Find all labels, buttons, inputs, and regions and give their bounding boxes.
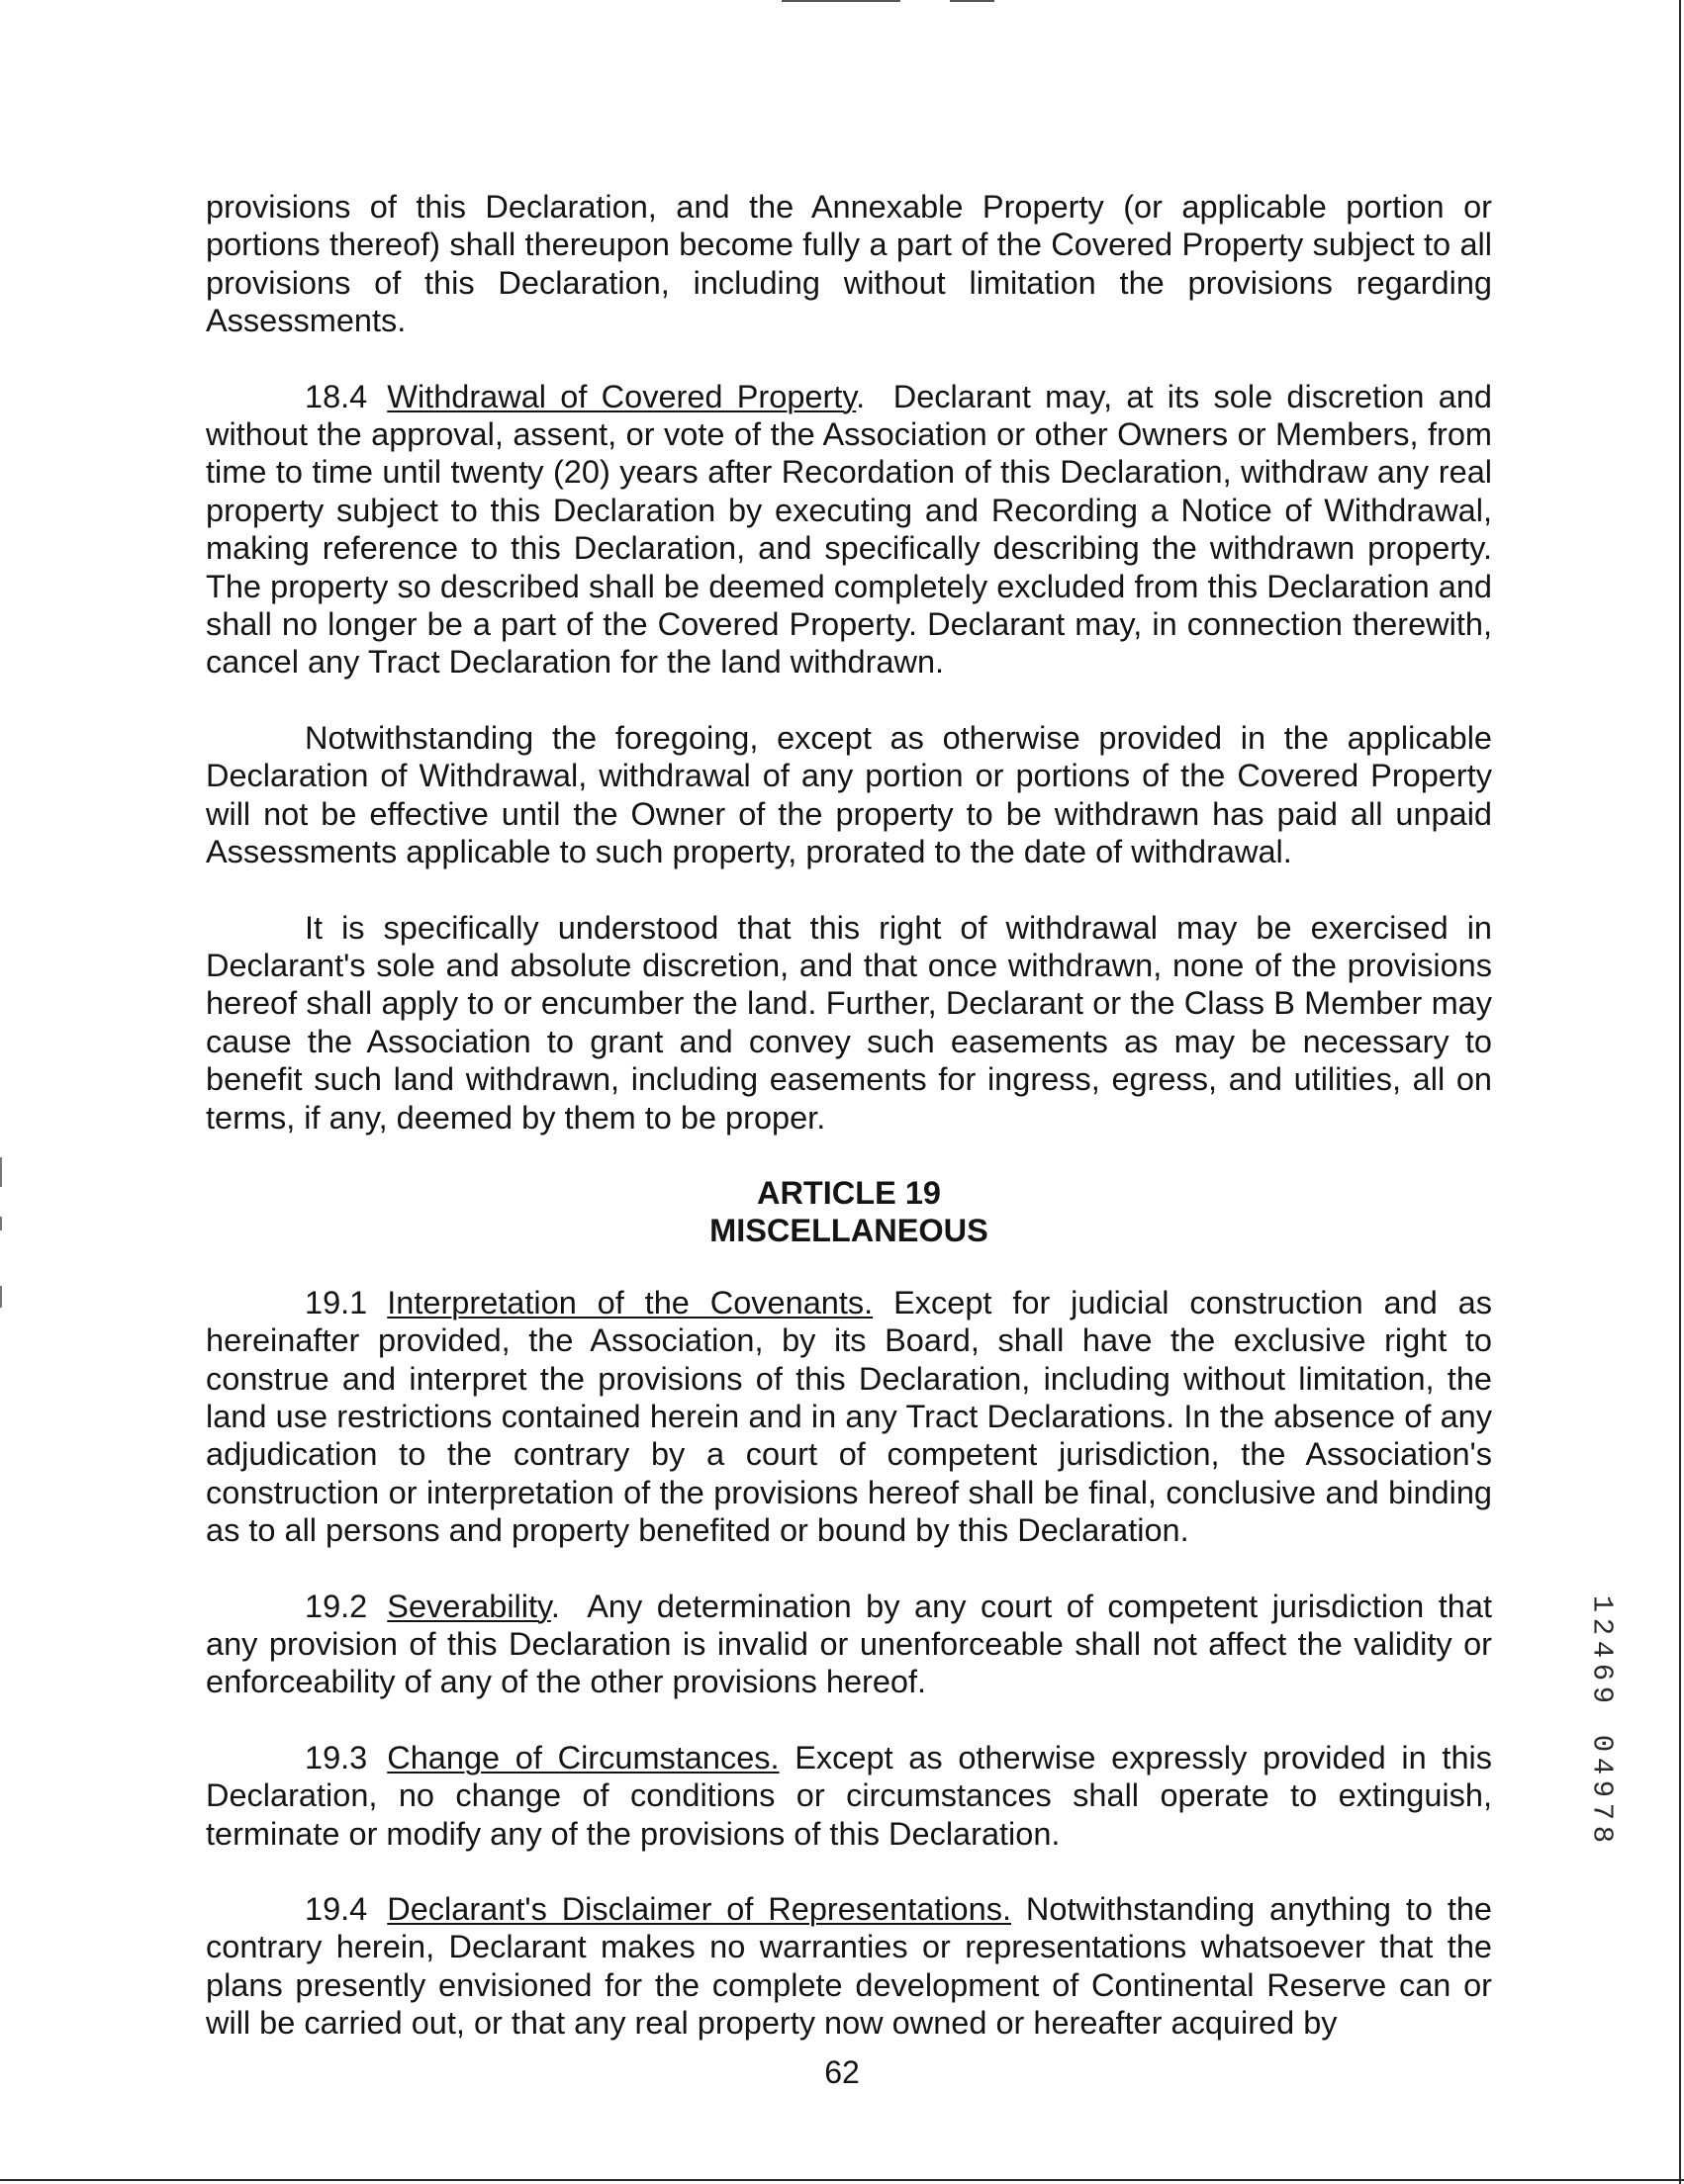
heading-punctuation: .	[550, 1588, 560, 1624]
section-heading: Interpretation of the Covenants.	[387, 1284, 874, 1320]
article-title: MISCELLANEOUS	[709, 1213, 988, 1249]
section-body: Except as otherwise expressly provided in this Declaration, no change of conditions or circumstances shall operate to extinguish, terminate or modify any of the provisions of this Declaration.	[206, 1739, 1492, 1852]
stamp-digit: 6	[1585, 1663, 1619, 1682]
heading-punctuation: .	[856, 378, 866, 414]
section-19-3	[206, 1739, 1492, 1853]
section-heading: Change of Circumstances.	[387, 1739, 780, 1775]
section-body: Any determination by any court of competent jurisdiction that any provision of this Declaration is invalid or unenforceable shall not affect the validity or enforceability of any of the other provisions hereof.	[206, 1588, 1492, 1700]
scan-mark-top	[782, 0, 900, 2]
section-number: 19.4	[305, 1891, 368, 1928]
section-number: 19.3	[305, 1739, 368, 1775]
paragraph-notwithstanding: Notwithstanding the foregoing, except as otherwise provided in the applicable Declaration of Withdrawal, withdrawal of any portion or portions of the Covered Property will not be effective until the Owner of the property to be withdrawn has paid all unpaid Assessments applicable to such property, prorated to the date of withdrawal.	[206, 719, 1492, 870]
section-number: 19.2	[305, 1588, 368, 1624]
paragraph-continuation: provisions of this Declaration, and the Annexable Property (or applicable portion or portions thereof) shall thereupon become fully a part of the Covered Property subject to all provisions of this Declaration, including without limitation the provisions regarding Assessments.	[206, 189, 1492, 339]
scan-edge-right	[1679, 0, 1681, 2184]
page-number: 62	[824, 2054, 860, 2090]
scan-mark-left	[0, 1157, 2, 1187]
section-number: 19.1	[305, 1284, 368, 1320]
article-number: ARTICLE 19	[756, 1174, 941, 1211]
scan-mark-left	[0, 1217, 2, 1230]
section-body: Declarant may, at its sole discretion and without the approval, assent, or vote of the Association or other Owners or Members, from time to time until twenty (20) years after Recordation of this Declaration, withdraw any real property subject to this Declaration by executing and Recording a Notice of Withdrawal, making reference to this Declaration, and specifically describing the withdrawn property. The property so described shall be deemed completely excluded from this Declaration and shall no longer be a part of the Covered Property. Declarant may, in connection therewith, cancel any Tract Declaration for the land withdrawn.	[206, 378, 1493, 681]
stamp-digit: 2	[1585, 1617, 1619, 1636]
section-body: Notwithstanding anything to the contrary herein, Declarant makes no warranties or representations whatsoever that the plans presently envisioned for the complete development of Continental Reserve can or will be carried out, or that any real property now owned or hereafter acquired by	[206, 1891, 1493, 2042]
section-heading: Withdrawal of Covered Property	[387, 378, 857, 414]
scan-mark-top	[950, 0, 994, 2]
recording-stamp	[1587, 1592, 1617, 1846]
section-18-4	[206, 378, 1492, 682]
section-19-4	[206, 1890, 1492, 2043]
stamp-digit: 4	[1585, 1757, 1619, 1775]
section-number: 18.4	[305, 378, 368, 414]
scan-mark-left	[0, 1286, 2, 1308]
stamp-digit: 8	[1585, 1825, 1619, 1844]
section-19-1	[206, 1284, 1492, 1550]
stamp-digit: 1	[1585, 1594, 1619, 1613]
paragraph-specifically: It is specifically understood that this right of withdrawal may be exercised in Declarant's sole and absolute discretion, and that once withdrawn, none of the provisions hereof shall apply to or encumber the land. Further, Declarant or the Class B Member may cause the Association to grant and convey such easements as may be necessary to benefit such land withdrawn, including easements for ingress, egress, and utilities, all on terms, if any, deemed by them to be proper.	[206, 909, 1492, 1136]
stamp-digit: 0	[1585, 1734, 1619, 1753]
section-body: Except for judicial construction and as hereinafter provided, the Association, by its Board, shall have the exclusive right to construe and interpret the provisions of this Declaration, including without limitation, the land use restrictions contained herein and in any Tract Declarations. In the absence of any adjudication to the contrary by a court of competent jurisdiction, the Association's construction or interpretation of the provisions hereof shall be final, conclusive and binding as to all persons and property benefited or bound by this Declaration.	[206, 1284, 1492, 1549]
stamp-digit: 4	[1585, 1640, 1619, 1659]
stamp-digit: 9	[1585, 1685, 1619, 1704]
document-body	[206, 188, 1492, 2080]
section-19-2	[206, 1588, 1492, 1701]
stamp-digit: 7	[1585, 1802, 1619, 1821]
stamp-digit: 9	[1585, 1779, 1619, 1798]
section-heading: Severability	[387, 1588, 551, 1624]
scan-edge-bottom	[0, 2179, 1684, 2181]
article-heading	[206, 1174, 1492, 1250]
section-heading: Declarant's Disclaimer of Representations.	[387, 1891, 1011, 1928]
